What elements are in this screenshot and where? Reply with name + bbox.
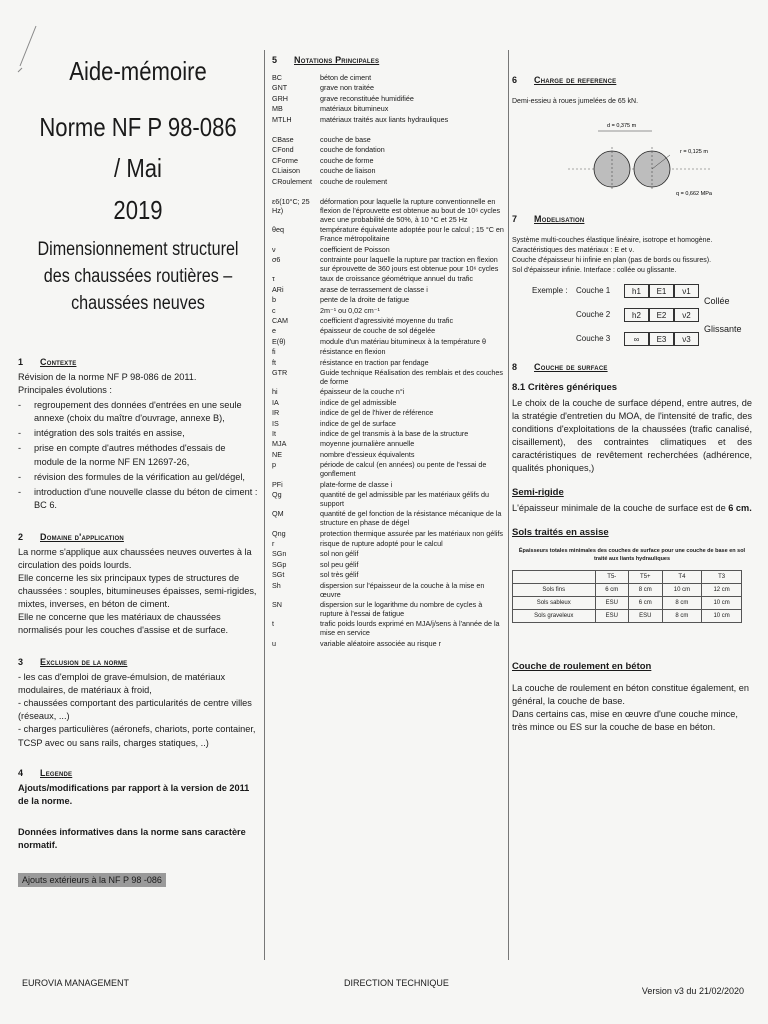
notation-symbol: IA bbox=[272, 397, 279, 407]
notation-symbol: Sh bbox=[272, 580, 281, 590]
notation-symbol: CFond bbox=[272, 145, 294, 155]
doc-title-line3: 2019 bbox=[113, 194, 163, 225]
pressure-label: q = 0,662 MPa bbox=[676, 190, 712, 197]
notation-row bbox=[272, 549, 504, 558]
legend-additions: Ajouts/modifications par rapport à la version de 2011 de la norme. bbox=[18, 782, 250, 806]
notation-symbol: Qg bbox=[272, 489, 282, 499]
layer-label: Couche 1 bbox=[576, 285, 611, 295]
section-heading: 4 Legende bbox=[18, 767, 73, 778]
example-label: Exemple : bbox=[532, 285, 568, 295]
notation-row bbox=[272, 539, 504, 548]
notation-symbol: u bbox=[272, 638, 276, 648]
notation-definition: couche de base bbox=[320, 134, 371, 144]
list-item: - révision des formules de la vérification au gel/dégel, bbox=[18, 471, 245, 482]
notation-symbol: GRH bbox=[272, 93, 288, 103]
notation-definition: taux de croissance géométrique annuel du trafic bbox=[320, 274, 474, 284]
notation-definition: matériaux traités aux liants hydrauliques bbox=[320, 114, 449, 124]
notation-symbol: fi bbox=[272, 347, 276, 357]
notation-row bbox=[272, 245, 504, 254]
notation-row bbox=[272, 560, 504, 569]
notation-definition: dispersion sur le logarithme du nombre de cycles à rupture à l'essai de fatigue bbox=[320, 600, 483, 619]
legend-informative: Données informatives dans la norme sans caractère normatif. bbox=[18, 826, 246, 850]
legend-external: Ajouts extérieurs à la NF P 98 -086 bbox=[18, 873, 166, 887]
notation-symbol: ft bbox=[272, 357, 276, 367]
paragraph: Révision de la norme NF P 98-086 de 2011. bbox=[18, 372, 197, 383]
notation-symbol: Qng bbox=[272, 528, 286, 538]
doc-title-line1: Aide-mémoire bbox=[69, 56, 207, 86]
subsection-beton: Couche de roulement en béton bbox=[512, 660, 652, 672]
notation-row bbox=[272, 347, 504, 356]
notation-symbol: PFi bbox=[272, 479, 283, 489]
layer-label: Couche 2 bbox=[576, 309, 611, 319]
notation-definition: variable aléatoire associée au risque r bbox=[320, 638, 442, 648]
paragraph: La norme s'applique aux chaussées neuves ouvertes à la circulation des poids lourds. bbox=[18, 546, 252, 570]
notation-row bbox=[272, 225, 504, 243]
notation-symbol: IR bbox=[272, 408, 280, 418]
doc-subtitle: Dimensionnement structurel des chaussées routières – chaussées neuves bbox=[37, 239, 239, 314]
notation-symbol: CBase bbox=[272, 134, 294, 144]
notation-definition: protection thermique assurée par les matériaux non gélifs bbox=[320, 528, 503, 538]
notation-definition: couche de forme bbox=[320, 155, 374, 165]
notation-definition: quantité de gel admissible par les matériaux gélifs du support bbox=[320, 489, 490, 508]
list-item: - regroupement des données d'entrées en une seule annexe (choix du maître d'ouvrage, annexe B), bbox=[18, 400, 242, 424]
notation-row bbox=[272, 83, 504, 92]
notation-definition: matériaux bitumineux bbox=[320, 104, 389, 114]
column-right bbox=[512, 45, 752, 964]
notation-definition: 2m⁻¹ ou 0,02 cm⁻¹ bbox=[320, 305, 380, 315]
notation-row bbox=[272, 104, 504, 113]
notation-definition: grave non traitée bbox=[320, 83, 374, 93]
notation-symbol: GTR bbox=[272, 367, 288, 377]
paragraph: Sol d'épaisseur infinie. Interface : collée ou glissante. bbox=[512, 266, 677, 274]
interface-sliding-label: Glissante bbox=[704, 323, 742, 334]
notation-definition: indice de gel transmis à la base de la structure bbox=[320, 428, 469, 438]
notation-row bbox=[272, 419, 504, 428]
notation-definition: béton de ciment bbox=[320, 73, 372, 82]
notation-row bbox=[272, 450, 504, 459]
notation-definition: pente de la droite de fatigue bbox=[320, 295, 410, 305]
notation-symbol: QM bbox=[272, 509, 284, 519]
notation-row bbox=[272, 480, 504, 489]
notation-row bbox=[272, 285, 504, 294]
section-heading: 8 Couche de surface bbox=[512, 361, 608, 372]
notation-row bbox=[272, 408, 504, 417]
notations-list bbox=[272, 73, 504, 648]
list-item: - introduction d'une nouvelle classe du béton de ciment : BC 6. bbox=[18, 486, 258, 510]
paragraph: Elle concerne les six principaux types de structures de chaussées : souples, bitumineuses épaisses, semi-rigides, mixtes, inverses, en béton de ciment. bbox=[18, 572, 257, 610]
notation-row bbox=[272, 94, 504, 103]
notation-definition: sol peu gélif bbox=[320, 559, 359, 569]
notation-definition: arase de terrassement de classe i bbox=[320, 284, 428, 294]
paragraph: Le choix de la couche de surface dépend, entre autres, de la stratégie d'entretien du MOA, de l'intensité de trafic, des conditions d'exploitations de la chaussées (trafic canalisé, cisaillement), des contraintes climatiques et des caractéristiques de revêtement recherchées (adhérence, qualités phoniques,) bbox=[512, 397, 752, 473]
notation-row bbox=[272, 306, 504, 315]
table-row: Sols fins 6 cm 8 cm 10 cm 12 cm bbox=[513, 583, 742, 596]
notation-symbol: θeq bbox=[272, 225, 284, 235]
notation-group-gap bbox=[272, 124, 504, 134]
notation-symbol: CLiaison bbox=[272, 166, 300, 176]
layer-row: ∞ E3 ν3 bbox=[624, 332, 699, 346]
notation-symbol: ν bbox=[272, 244, 276, 254]
notation-symbol: hi bbox=[272, 387, 278, 397]
notation-row bbox=[272, 145, 504, 154]
diameter-label: d = 0,375 m bbox=[607, 122, 637, 129]
notation-row bbox=[272, 73, 504, 82]
paragraph: Caractéristiques des matériaux : E et ν. bbox=[512, 246, 635, 254]
notation-definition: déformation pour laquelle la rupture conventionnelle en flexion de l'éprouvette est obtenue au bout de 10⁶ cycles avec une probabilité de 50%, à 10 °C et 25 Hz bbox=[320, 196, 501, 224]
notation-row bbox=[272, 358, 504, 367]
notation-symbol: E(θ) bbox=[272, 336, 286, 346]
subsection-semi-rigide: Semi-rigide bbox=[512, 487, 564, 499]
radius-label: r = 0,125 m bbox=[680, 148, 708, 155]
load-diagram bbox=[512, 111, 752, 201]
column-middle bbox=[272, 45, 504, 964]
notation-symbol: MJA bbox=[272, 439, 287, 449]
subsection-title: 8.1 Critères génériques bbox=[512, 381, 618, 393]
notation-definition: risque de rupture adopté pour le calcul bbox=[320, 539, 443, 549]
section-heading: 3 Exclusion de la norme bbox=[18, 657, 128, 668]
notation-symbol: t bbox=[272, 619, 274, 629]
paragraph: Système multi-couches élastique linéaire, isotrope et homogène. bbox=[512, 236, 713, 244]
notation-row bbox=[272, 600, 504, 618]
table-row: Sols graveleux ESU ESU 8 cm 10 cm bbox=[513, 609, 742, 622]
layer-row: h2 E2 ν2 bbox=[624, 308, 699, 322]
notation-row bbox=[272, 337, 504, 346]
notation-definition: période de calcul (en années) ou pente de l'essai de gonflement bbox=[320, 460, 487, 479]
notation-definition: plate-forme de classe i bbox=[320, 479, 393, 489]
notation-row bbox=[272, 398, 504, 407]
footer-company: EUROVIA MANAGEMENT bbox=[22, 978, 130, 988]
notation-definition: grave reconstituée humidifiée bbox=[320, 93, 414, 103]
notation-definition: nombre d'essieux équivalents bbox=[320, 449, 415, 459]
notation-row bbox=[272, 166, 504, 175]
notation-definition: couche de roulement bbox=[320, 176, 388, 186]
column-left bbox=[18, 45, 258, 964]
section-heading: 5 Notations Principales bbox=[272, 55, 380, 65]
column-divider bbox=[508, 50, 509, 960]
notation-row bbox=[272, 255, 504, 273]
notation-definition: contrainte pour laquelle la rupture par traction en flexion sur éprouvette de 360 jours est obtenue pour 10⁶ cycles bbox=[320, 255, 499, 274]
notation-symbol: c bbox=[272, 305, 276, 315]
notation-symbol: ε6(10°C; 25 Hz) bbox=[272, 196, 310, 215]
notation-symbol: p bbox=[272, 460, 276, 470]
notation-definition: coefficient d'agressivité moyenne du trafic bbox=[320, 316, 454, 326]
notation-symbol: r bbox=[272, 539, 275, 549]
notation-definition: coefficient de Poisson bbox=[320, 244, 390, 254]
paragraph: Couche d'épaisseur hi infinie en plan (pas de bords ou fissures). bbox=[512, 256, 712, 264]
notation-row bbox=[272, 177, 504, 186]
notation-row bbox=[272, 387, 504, 396]
notation-row bbox=[272, 115, 504, 124]
paragraph: Demi-essieu à roues jumelées de 65 kN. bbox=[512, 98, 639, 105]
notation-row bbox=[272, 439, 504, 448]
layer-model-example bbox=[512, 282, 752, 352]
notation-definition: résistance en traction par fendage bbox=[320, 357, 429, 367]
notation-definition: moyenne journalière annuelle bbox=[320, 439, 415, 449]
notation-symbol: GNT bbox=[272, 83, 288, 93]
notation-definition: couche de liaison bbox=[320, 166, 376, 176]
list-item: - intégration des sols traités en assise, bbox=[18, 428, 185, 439]
notation-symbol: NE bbox=[272, 449, 282, 459]
notation-symbol: SN bbox=[272, 600, 282, 610]
notation-row bbox=[272, 197, 504, 224]
footer-version: Version v3 du 21/02/2020 bbox=[641, 986, 744, 996]
doc-title-line2: Norme NF P 98-086 / Mai bbox=[39, 111, 237, 184]
thickness-table bbox=[512, 570, 742, 623]
notation-row bbox=[272, 529, 504, 538]
notation-row bbox=[272, 460, 504, 478]
table-header-row: T5- T5+ T4 T3 bbox=[513, 570, 742, 583]
notation-symbol: e bbox=[272, 326, 276, 336]
notation-definition: couche de fondation bbox=[320, 145, 385, 155]
paragraph: L'épaisseur minimale de la couche de surface est de 6 cm. bbox=[512, 503, 752, 514]
paragraph: Principales évolutions : bbox=[18, 385, 112, 396]
notation-symbol: b bbox=[272, 295, 276, 305]
notation-definition: sol non gélif bbox=[320, 549, 359, 559]
notation-definition: trafic poids lourds exprimé en MJA/j/sens à l'année de la mise en service bbox=[320, 619, 500, 638]
section-heading: 6 Charge de reference bbox=[512, 75, 617, 85]
notation-symbol: MB bbox=[272, 104, 283, 114]
notation-definition: dispersion sur l'épaisseur de la couche à la mise en œuvre bbox=[320, 580, 485, 599]
notation-definition: température équivalente adoptée pour le calcul ; 15 °C en France métropolitaine bbox=[320, 225, 504, 244]
layer-row: h1 E1 ν1 bbox=[624, 284, 699, 298]
interface-bonded-label: Collée bbox=[704, 295, 730, 306]
notation-definition: indice de gel de l'hiver de référence bbox=[320, 408, 434, 418]
notation-definition: épaisseur de couche de sol dégelée bbox=[320, 326, 436, 336]
section-heading: 7 Modelisation bbox=[512, 213, 585, 224]
paragraph: Elle ne concerne que les matériaux de chaussées normalisés pour les couches d'assise et de surface. bbox=[18, 612, 229, 636]
notation-row bbox=[272, 490, 504, 508]
layer-label: Couche 3 bbox=[576, 333, 611, 343]
subsection-sols-traites: Sols traités en assise bbox=[512, 527, 609, 539]
notation-symbol: ARi bbox=[272, 284, 284, 294]
notation-symbol: CAM bbox=[272, 316, 288, 326]
notation-symbol: MTLH bbox=[272, 114, 292, 124]
notation-symbol: CForme bbox=[272, 155, 298, 165]
notation-row bbox=[272, 581, 504, 599]
notation-group-gap bbox=[272, 186, 504, 196]
paragraph: Dans certains cas, mise en œuvre d'une couche mince, très mince ou ES sur la couche de base en béton. bbox=[512, 708, 738, 732]
paragraph: - charges particulières (aéronefs, chariots, porte container, TCSP avec ou sans rails, charges statiques, ..) bbox=[18, 724, 256, 748]
notation-definition: Guide technique Réalisation des remblais et des couches de forme bbox=[320, 367, 503, 386]
notation-symbol: CRoulement bbox=[272, 176, 312, 186]
notation-row bbox=[272, 135, 504, 144]
paragraph: - chaussées comportant des particularités de centre villes (réseaux, ...) bbox=[18, 698, 252, 722]
notation-row bbox=[272, 295, 504, 304]
notation-row bbox=[272, 368, 504, 386]
notation-definition: résistance en flexion bbox=[320, 347, 386, 357]
notation-definition: épaisseur de la couche n°i bbox=[320, 387, 405, 397]
list-item: - prise en compte d'autres méthodes d'essais de module de la norme NF EN 12697-26, bbox=[18, 443, 226, 467]
notation-symbol: SGt bbox=[272, 570, 285, 580]
notation-row bbox=[272, 509, 504, 527]
paragraph: La couche de roulement en béton constitue également, en général, la couche de base. bbox=[512, 682, 749, 706]
notation-symbol: It bbox=[272, 428, 276, 438]
paragraph: - les cas d'emploi de grave-émulsion, de matériaux modulaires, de matériaux à froid, bbox=[18, 672, 226, 696]
notation-row bbox=[272, 326, 504, 335]
table-row: Sols sableux ESU 6 cm 8 cm 10 cm bbox=[513, 596, 742, 609]
section-heading: 1 Contexte bbox=[18, 357, 77, 368]
notation-row bbox=[272, 274, 504, 283]
notation-definition: indice de gel admissible bbox=[320, 397, 397, 407]
notation-definition: sol très gélif bbox=[320, 570, 359, 580]
notation-definition: quantité de gel fonction de la résistance mécanique de la structure en phase de dégel bbox=[320, 509, 502, 528]
notation-definition: indice de gel de surface bbox=[320, 418, 396, 428]
notation-row bbox=[272, 570, 504, 579]
notation-symbol: SGp bbox=[272, 559, 287, 569]
notation-symbol: BC bbox=[272, 73, 282, 82]
notation-row bbox=[272, 429, 504, 438]
notation-symbol: σ6 bbox=[272, 255, 281, 265]
notation-definition: module d'un matériau bitumineux à la température θ bbox=[320, 336, 486, 346]
notation-row bbox=[272, 156, 504, 165]
column-divider bbox=[264, 50, 265, 960]
notation-symbol: SGn bbox=[272, 549, 287, 559]
notation-row bbox=[272, 639, 504, 648]
footer-department: DIRECTION TECHNIQUE bbox=[344, 978, 449, 988]
table-caption: Épaisseurs totales minimales des couches de surface pour une couche de base en sol traité aux liants hydrauliques bbox=[518, 548, 746, 562]
notation-symbol: τ bbox=[272, 274, 275, 284]
notation-symbol: IS bbox=[272, 418, 279, 428]
notation-row bbox=[272, 619, 504, 637]
notation-row bbox=[272, 316, 504, 325]
section-heading: 2 Domaine d'application bbox=[18, 531, 124, 542]
